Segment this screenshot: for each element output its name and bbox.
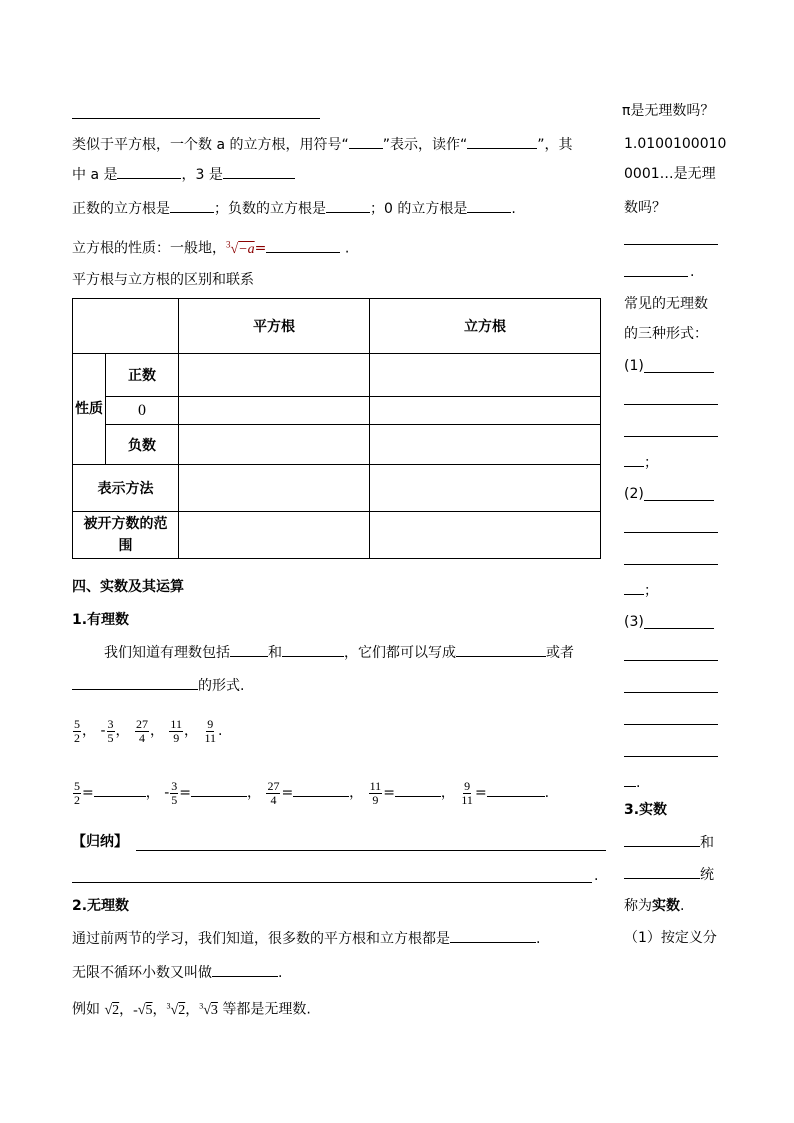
form-1-label: (1)	[624, 358, 644, 374]
irrational-blank[interactable]	[450, 928, 536, 943]
cell-cube-negative[interactable]	[370, 425, 601, 465]
repeating-decimal-blank[interactable]	[72, 675, 198, 690]
compare-title: 平方根与立方根的区别和联系	[72, 272, 254, 288]
cell-square-notation[interactable]	[179, 465, 370, 512]
rational-heading: 1.有理数	[72, 612, 130, 628]
fraction-list: $\frac{5}{2}$ ， - $\frac{3}{5}$ ， $\frac{27}{4}$ ， $\frac{11}{9}$ ， $\frac{9}{11}$ .	[74, 716, 223, 745]
cube-root-definition-line2: 中 a 是 ，3 是	[72, 164, 295, 185]
cell-square-positive[interactable]	[179, 354, 370, 397]
cell-square-range[interactable]	[179, 512, 370, 559]
reading-blank[interactable]	[467, 134, 537, 149]
cube-root-definition-line1: 类似于平方根，一个数 a 的立方根，用符号“ ”表示，读作“ ”，其	[72, 134, 573, 155]
comparison-table	[72, 298, 601, 559]
fraction: $\frac{3}{5}$	[171, 778, 178, 807]
form-2-label: (2)	[624, 486, 644, 502]
cell-cube-positive[interactable]	[370, 354, 601, 397]
decimal-blank[interactable]	[94, 782, 146, 797]
fraction: $\frac{11}{9}$	[170, 716, 182, 745]
decimal-blank[interactable]	[293, 782, 349, 797]
top-answer-line	[72, 118, 320, 119]
summary-line-2[interactable]	[72, 882, 592, 883]
irrational-examples: 例如 √2，-√5，$^3$√2，$^3$√3 等都是无理数.	[72, 1001, 311, 1018]
cell-cube-zero[interactable]	[370, 397, 601, 425]
cell-cube-range[interactable]	[370, 512, 601, 559]
irrational-intro: 通过前两节的学习，我们知道，很多数的平方根和立方根都是 .	[72, 928, 540, 949]
summary-label: 【归纳】	[72, 834, 128, 850]
question-decimal-c: 数吗？	[624, 200, 666, 216]
header-square-root: 平方根	[179, 299, 370, 354]
a-is-blank[interactable]	[117, 164, 181, 179]
zero-cube-root-blank[interactable]	[467, 198, 511, 213]
decimal-blank[interactable]	[395, 782, 441, 797]
answer-line[interactable]	[624, 244, 718, 245]
form-3-line[interactable]	[624, 692, 718, 693]
cell-square-zero[interactable]	[179, 397, 370, 425]
real-number-heading: 3.实数	[624, 802, 668, 818]
answer-line[interactable]	[624, 276, 688, 277]
summary-period: .	[594, 868, 599, 884]
question-pi: π是无理数吗？	[622, 103, 715, 119]
negative-cube-root-blank[interactable]	[326, 198, 370, 213]
integers-blank[interactable]	[230, 642, 268, 657]
form-2-line[interactable]	[624, 564, 718, 565]
irrational-def: 无限不循环小数又叫做 .	[72, 962, 282, 983]
form-1-end: ；	[624, 452, 658, 473]
real-line-1: 和	[624, 832, 714, 853]
rational-number-blank[interactable]	[624, 832, 700, 847]
cube-root-property: 立方根的性质：一般地，$^3$√−a= .	[72, 239, 350, 257]
fraction: $\frac{5}{2}$	[74, 778, 80, 807]
question-decimal-a: 1.0100100010	[624, 136, 727, 152]
row-zero: 0	[106, 397, 179, 425]
real-line-3: 称为实数.	[624, 898, 685, 914]
form-2-end: ；	[624, 580, 658, 601]
three-is-blank[interactable]	[223, 164, 295, 179]
property-blank[interactable]	[266, 238, 340, 253]
irrational-number-blank[interactable]	[624, 864, 700, 879]
classification-by-definition: （1）按定义分	[624, 930, 717, 946]
fraction: $\frac{5}{2}$	[74, 716, 80, 745]
decimal-blank[interactable]	[487, 782, 545, 797]
form-3-line[interactable]	[624, 724, 718, 725]
row-notation: 表示方法	[73, 465, 179, 512]
symbol-blank[interactable]	[349, 134, 383, 149]
row-range: 被开方数的范围	[73, 512, 179, 559]
fraction: $\frac{9}{11}$	[461, 778, 473, 807]
form-3-label: (3)	[624, 614, 644, 630]
summary-line-1[interactable]	[136, 850, 606, 851]
rational-intro-line1: 我们知道有理数包括 和 ，它们都可以写成 或者	[104, 642, 574, 663]
rational-intro-line2: 的形式.	[72, 675, 244, 696]
cube-root-sign-line: 正数的立方根是 ；负数的立方根是 ；0 的立方根是 .	[72, 198, 516, 219]
form-3-line[interactable]	[624, 756, 718, 757]
cell-cube-notation[interactable]	[370, 465, 601, 512]
form-3-line[interactable]	[644, 628, 714, 629]
question-decimal-b: 0001…是无理	[624, 166, 716, 182]
fraction-decimal-conversion: $\frac{5}{2}$ = ， - $\frac{3}{5}$ = ， $\frac{27}{4}$ = ， $\frac{11}{9}$ = ， $\frac{9}{11}$ = .	[74, 778, 550, 807]
form-3-end: .	[624, 772, 640, 793]
row-group-properties: 性质	[73, 354, 106, 465]
form-1-line[interactable]	[644, 372, 714, 373]
section-4-heading: 四、实数及其运算	[72, 579, 184, 595]
row-positive: 正数	[106, 354, 179, 397]
form-2-line[interactable]	[624, 532, 718, 533]
cell-square-negative[interactable]	[179, 425, 370, 465]
form-1-line[interactable]	[624, 436, 718, 437]
real-line-2: 统	[624, 864, 714, 885]
form-1-line[interactable]	[624, 404, 718, 405]
fractions-blank[interactable]	[282, 642, 344, 657]
finite-decimal-blank[interactable]	[456, 642, 546, 657]
form-3-line[interactable]	[624, 660, 718, 661]
header-cube-root: 立方根	[370, 299, 601, 354]
forms-heading-b: 的三种形式：	[624, 326, 708, 342]
fraction: $\frac{9}{11}$	[204, 716, 216, 745]
fraction: $\frac{3}{5}$	[107, 716, 114, 745]
irrational-name-blank[interactable]	[212, 962, 278, 977]
row-negative: 负数	[106, 425, 179, 465]
decimal-blank[interactable]	[191, 782, 247, 797]
positive-cube-root-blank[interactable]	[170, 198, 214, 213]
fraction: $\frac{27}{4}$	[135, 716, 148, 745]
forms-heading-a: 常见的无理数	[624, 296, 708, 312]
table-corner	[73, 299, 179, 354]
fraction: $\frac{11}{9}$	[369, 778, 382, 807]
cube-root-neg-a: $^3$√−a	[226, 239, 255, 257]
form-2-line[interactable]	[644, 500, 714, 501]
fraction: $\frac{27}{4}$	[267, 778, 280, 807]
irrational-heading: 2.无理数	[72, 898, 130, 914]
